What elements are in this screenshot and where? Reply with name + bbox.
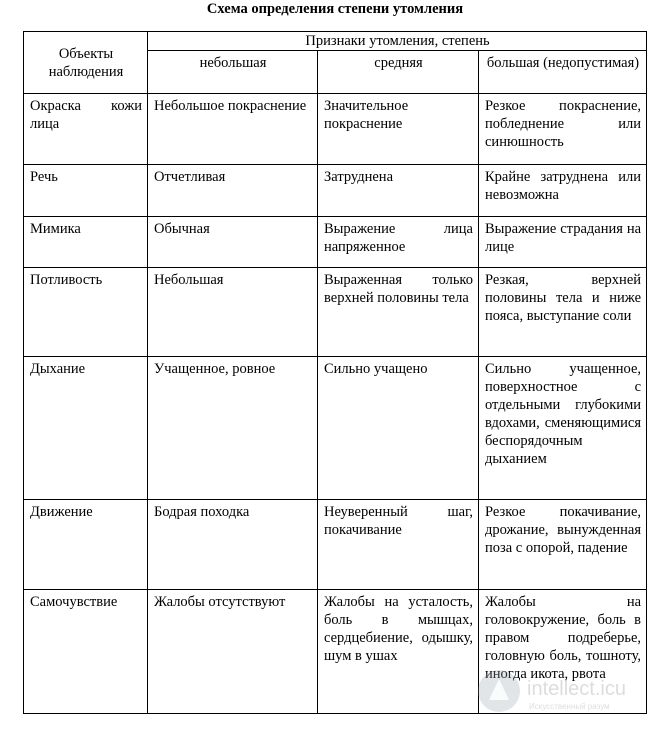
table-row (24, 165, 647, 217)
table-row (24, 268, 647, 357)
cell-object: Движение (24, 500, 148, 590)
cell-large: Выражение страдания на лице (479, 217, 647, 268)
cell-small: Жалобы отсутствуют (148, 590, 318, 714)
cell-medium: Жалобы на усталость, боль в мышцах, сердцебиение, одышку, шум в ушах (318, 590, 479, 714)
cell-small: Небольшая (148, 268, 318, 357)
cell-large: Резкое покачивание, дрожание, вынужденная поза с опорой, падение (479, 500, 647, 590)
header-degree-small: небольшая (148, 51, 318, 94)
cell-large: Резкое покраснение, побледнение или синюшность (479, 94, 647, 165)
document-title: Схема определения степени утомления (206, 1, 464, 17)
cell-object: Окраска кожи лица (24, 94, 148, 165)
header-objects: Объекты наблюдения (24, 32, 148, 94)
cell-small: Отчетливая (148, 165, 318, 217)
cell-object: Мимика (24, 217, 148, 268)
table-row (24, 94, 647, 165)
cell-small: Небольшое покраснение (148, 94, 318, 165)
header-degree-large: большая (недопустимая) (479, 51, 647, 94)
cell-object: Потливость (24, 268, 148, 357)
header-degree-medium: средняя (318, 51, 479, 94)
cell-medium: Сильно учащено (318, 357, 479, 500)
watermark-brand: intellect.icu (527, 678, 626, 700)
cell-large: Резкая, верхней половины тела и ниже пояса, выступание соли (479, 268, 647, 357)
cell-medium: Затруднена (318, 165, 479, 217)
cell-small: Бодрая походка (148, 500, 318, 590)
table-row (24, 500, 647, 590)
cell-medium: Выраженная только верхней половины тела (318, 268, 479, 357)
header-signs: Признаки утомления, степень (148, 32, 647, 51)
cell-medium: Выражение лица напряженное (318, 217, 479, 268)
cell-small: Обычная (148, 217, 318, 268)
table-header-row (24, 32, 647, 51)
table-row (24, 217, 647, 268)
watermark-tagline: Искусственный разум (529, 702, 610, 711)
watermark-logo (475, 667, 660, 717)
cell-large: Жалобы на головокружение, боль в правом подреберье, головную боль, тошноту, иногда икота, рвота (479, 590, 647, 714)
cell-large: Крайне затруднена или невозможна (479, 165, 647, 217)
cell-object: Дыхание (24, 357, 148, 500)
cell-medium: Значительное покраснение (318, 94, 479, 165)
cell-object: Самочувствие (24, 590, 148, 714)
cell-large: Сильно учащенное, поверхностное с отдельными глубокими вдохами, сменяющимися беспорядочным дыханием (479, 357, 647, 500)
table-row (24, 357, 647, 500)
cell-object: Речь (24, 165, 148, 217)
fatigue-table (23, 31, 647, 714)
cell-medium: Неуверенный шаг, покачивание (318, 500, 479, 590)
cell-small: Учащенное, ровное (148, 357, 318, 500)
